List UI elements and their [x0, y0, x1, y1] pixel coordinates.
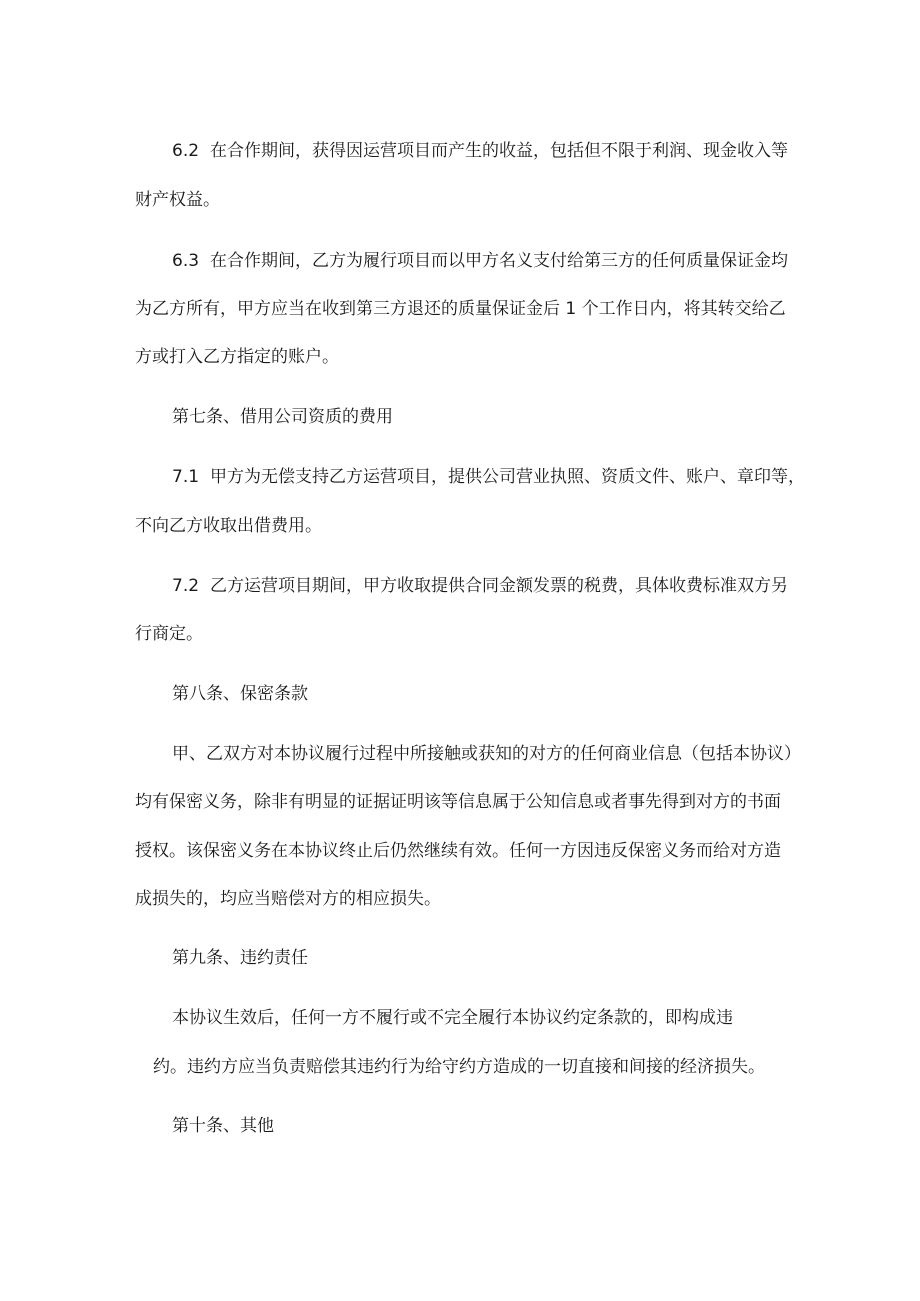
confidentiality-line-2: 均有保密义务，除非有明显的证据证明该等信息属于公知信息或者事先得到对方的书面 — [135, 792, 781, 812]
section-heading-10: 第十条、其他 — [172, 1116, 274, 1136]
clause-6-2-line-1 — [172, 139, 788, 163]
section-heading-8: 第八条、保密条款 — [172, 684, 308, 704]
clause-text: 乙方运营项目期间，甲方收取提供合同金额发票的税费，具体收费标准双方另 — [210, 576, 788, 596]
breach-line-2: 约。违约方应当负责赔偿其违约行为给守约方造成的一切直接和间接的经济损失。 — [153, 1057, 765, 1077]
clause-number: 6.2 — [172, 141, 200, 161]
clause-7-2-line-1 — [172, 574, 788, 598]
clause-7-2-line-2: 行商定。 — [135, 624, 203, 644]
confidentiality-line-4: 成损失的，均应当赔偿对方的相应损失。 — [135, 889, 441, 909]
clause-6-3-line-3: 方或打入乙方指定的账户。 — [135, 347, 339, 367]
clause-number: 6.3 — [172, 251, 200, 271]
clause-7-1-line-1 — [172, 465, 805, 489]
clause-number: 7.1 — [172, 467, 200, 487]
confidentiality-line-3: 授权。该保密义务在本协议终止后仍然继续有效。任何一方因违反保密义务而给对方造 — [135, 841, 781, 861]
clause-text: 甲方为无偿支持乙方运营项目，提供公司营业执照、资质文件、账户、章印等， — [210, 467, 805, 487]
breach-line-1: 本协议生效后，任何一方不履行或不完全履行本协议约定条款的，即构成违 — [172, 1008, 733, 1028]
clause-text: 在合作期间，获得因运营项目而产生的收益，包括但不限于利润、现金收入等 — [210, 141, 788, 161]
confidentiality-line-1: 甲、乙双方对本协议履行过程中所接触或获知的对方的任何商业信息（包括本协议） — [172, 744, 801, 764]
clause-text: 在合作期间，乙方为履行项目而以甲方名义支付给第三方的任何质量保证金均 — [210, 251, 788, 271]
section-heading-9: 第九条、违约责任 — [172, 948, 308, 968]
clause-number: 7.2 — [172, 576, 200, 596]
clause-6-3-line-1 — [172, 249, 788, 273]
clause-7-1-line-2: 不向乙方收取出借费用。 — [135, 516, 322, 536]
clause-6-2-line-2: 财产权益。 — [135, 190, 220, 210]
section-heading-7: 第七条、借用公司资质的费用 — [172, 407, 393, 427]
clause-6-3-line-2: 为乙方所有，甲方应当在收到第三方退还的质量保证金后 1 个工作日内，将其转交给乙 — [135, 299, 786, 319]
